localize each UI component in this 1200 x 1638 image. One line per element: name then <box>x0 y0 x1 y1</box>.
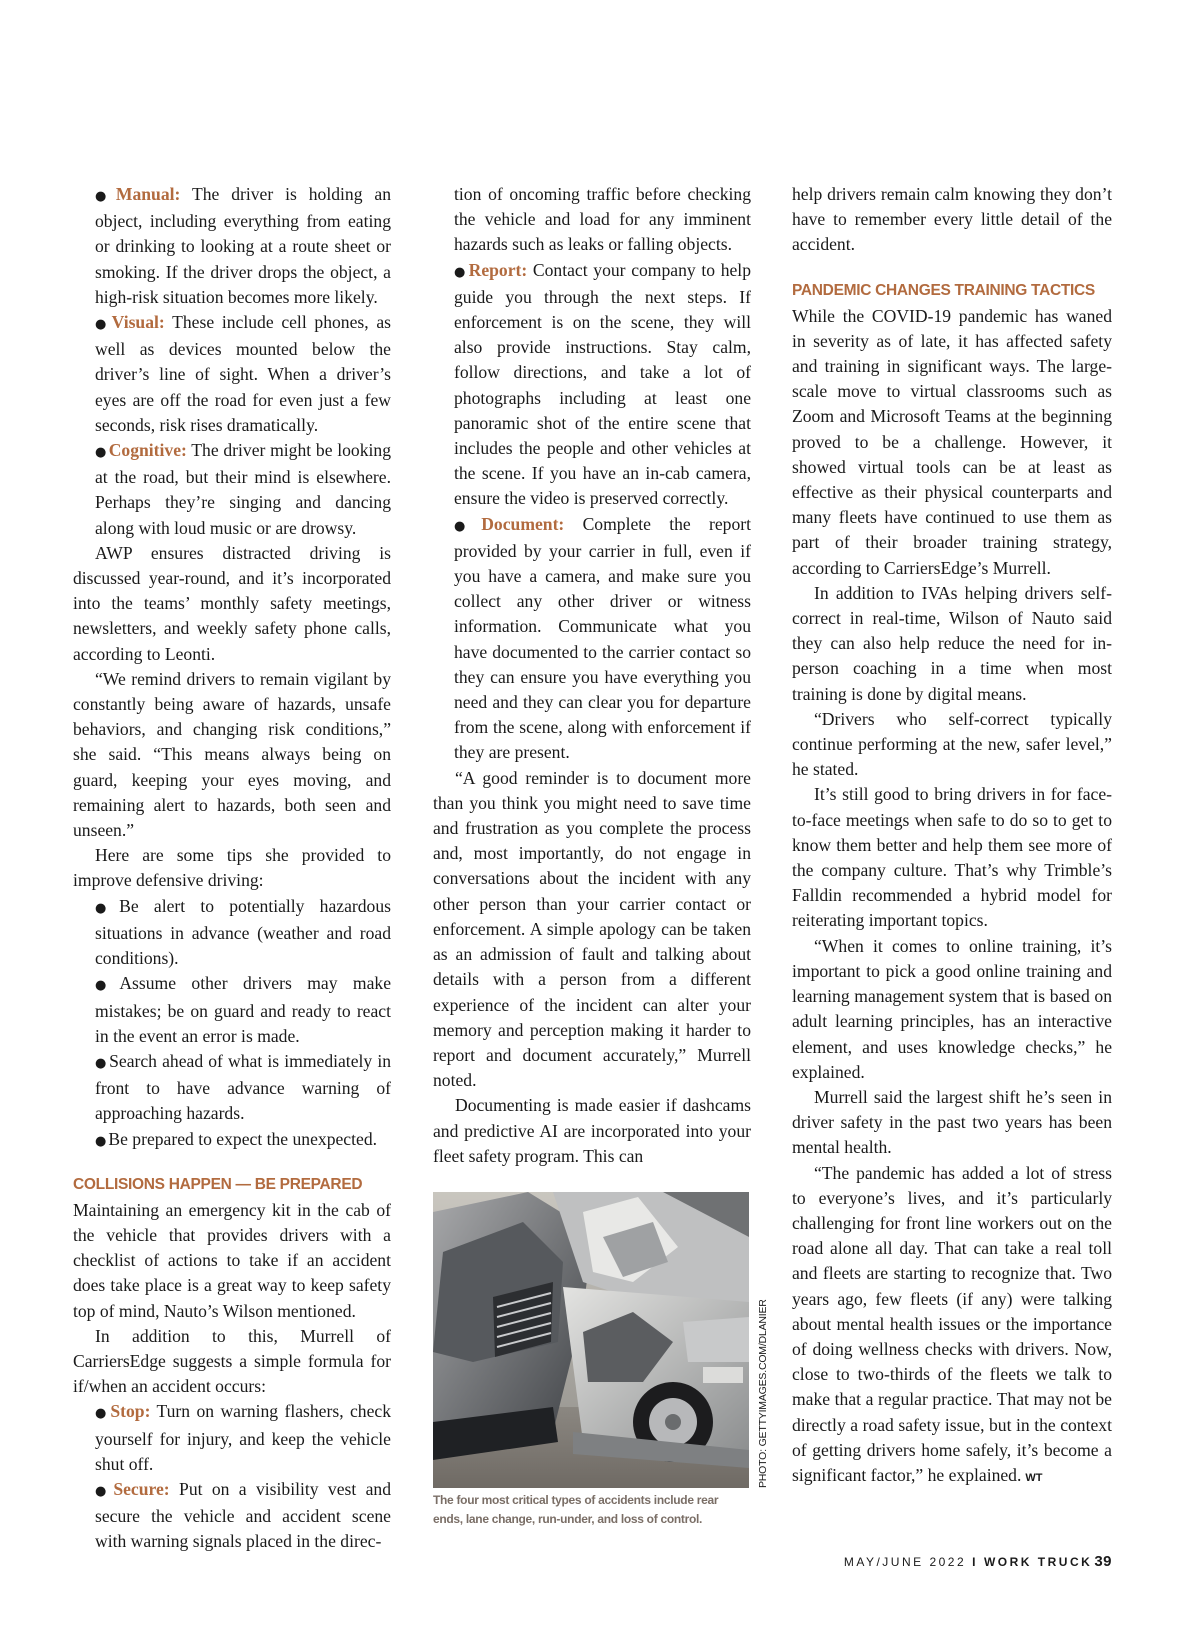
tip-1-text: Be alert to potentially hazardous situations in advance (weather and road conditions). <box>95 895 391 969</box>
paragraph-awp: AWP ensures distracted driving is discussed year-round, and it’s incorporated into the teams’ monthly safety meetings, newsletters, and weekly safety phone calls, according to Leonti. <box>73 542 391 664</box>
column-1 <box>73 182 391 1555</box>
bullet-visual <box>95 310 391 438</box>
paragraph-calm: help drivers remain calm knowing they don’t have to remember every little detail of the accident. <box>792 184 1112 255</box>
paragraph-stress <box>792 1161 1112 1492</box>
bullet-icon: ● <box>454 264 467 280</box>
manual-text: The driver is holding an object, including everything from eating or drinking to looking at a route sheet or smoking. If the driver drops the object, a high-risk situation becomes more likely. <box>95 184 391 307</box>
magazine-name: WORK TRUCK <box>983 1555 1093 1569</box>
paragraph-selfcorrect: “Drivers who self-correct typically continue performing at the new, safer level,” he stated. <box>792 708 1112 780</box>
bullet-report <box>454 258 751 512</box>
bullet-stop <box>95 1399 391 1477</box>
tip-4-text: Be prepared to expect the unexpected. <box>108 1128 378 1149</box>
crashed-cars-image <box>433 1192 749 1488</box>
bullet-icon: ● <box>95 1055 108 1071</box>
bullet-secure <box>95 1477 391 1555</box>
visual-label: Visual: <box>111 312 165 333</box>
secure-label: Secure: <box>113 1478 170 1499</box>
paragraph-online: “When it comes to online training, it’s important to pick a good online training and learning management system that is based on adult learning principles, has an interactive element, and uses knowledge checks,” he explained. <box>792 935 1112 1082</box>
paragraph-dashcam: Documenting is made easier if dashcams and predictive AI are incorporated into your fleet safety program. This can <box>433 1095 751 1166</box>
paragraph-tips: Here are some tips she provided to improve defensive driving: <box>73 845 391 891</box>
document-text: Complete the report provided by your carrier in full, even if you have a camera, and make sure you collect any other driver or witness information. Communicate what you have documented to the carrier contact so they can ensure you have everything you need and they can clear you for departure from the scene, along with enforcement if they are present. <box>454 513 752 763</box>
paragraph-iva: In addition to IVAs helping drivers self-correct in real-time, Wilson of Nauto said they can also help reduce the need for in-person coaching in a time when most training is done by digital means. <box>792 582 1112 704</box>
tip-1 <box>95 894 391 972</box>
paragraph-remind: “We remind drivers to remain vigilant by constantly being aware of hazards, unsafe behaviors, and changing risk conditions,” she said. “This means always being on guard, keeping your eyes moving, and remaining alert to hazards, both seen and unseen.” <box>73 668 391 841</box>
bullet-icon: ● <box>95 189 114 204</box>
issue-date: MAY/JUNE 2022 <box>843 1555 967 1569</box>
bullet-cognitive <box>95 438 391 541</box>
tip-4 <box>95 1127 391 1154</box>
paragraph-formula: In addition to this, Murrell of CarriersEdge suggests a simple formula for if/when an accident occurs: <box>73 1325 391 1397</box>
bullet-icon: ● <box>95 445 107 461</box>
tip-3-text: Search ahead of what is immediately in front to have advance warning of approaching hazards. <box>95 1050 392 1124</box>
secure-continued: tion of oncoming traffic before checking the vehicle and load for any imminent hazards such as leaks or falling objects. <box>454 184 751 255</box>
bullet-icon: ● <box>95 1133 107 1149</box>
stress-text: “The pandemic has added a lot of stress to everyone’s lives, and it’s particularly challenging for front line workers out on the road alone all day. That can take a real toll and fleets are starting to recognize that. Two years ago, few fleets (if any) were talking about mental health issues or the importance of doing wellness checks with drivers. Now, close to two-thirds of the fleets we talk to make that a regular practice. That may not be directly a road safety issue, but in the context of getting drivers home safely, it’s become a significant factor,” he explained. <box>792 1162 1112 1485</box>
bullet-icon: ● <box>95 978 118 994</box>
photo-caption: The four most critical types of accidents include rear ends, lane change, run-under, and loss of control. <box>433 1493 719 1526</box>
manual-label: Manual: <box>115 184 181 204</box>
bullet-icon: ● <box>95 317 110 333</box>
page-number: 39 <box>1094 1553 1112 1570</box>
bullet-icon: ● <box>454 518 480 534</box>
bullet-manual <box>95 182 391 310</box>
photo-credit: PHOTO: GETTYIMAGES.COM/DLANIER <box>757 1299 769 1488</box>
accident-photo <box>433 1192 749 1488</box>
footer-separator: I <box>972 1555 978 1569</box>
paragraph-covid: While the COVID-19 pandemic has waned in severity as of late, it has affected safety and training in significant ways. The large-scale move to virtual classrooms such as Zoom and Microsoft Teams at the beginning proved to be a challenge. However, it showed virtual tools can be at least as effective as their physical counterparts and many fleets have continued to use them as part of their broader training strategy, according to CarriersEdge’s Murrell. <box>792 305 1112 578</box>
document-label: Document: <box>481 513 565 534</box>
report-label: Report: <box>468 259 528 280</box>
bullet-icon: ● <box>95 1406 109 1422</box>
column-3 <box>792 182 1112 1491</box>
report-text: Contact your company to help guide you through the next steps. If enforcement is on the scene, they will also provide instructions. Stay calm, follow directions, and take a lot of photographs including at least one panoramic shot of the entire scene that includes the people and other vehicles at the scene. If you have an in-cab camera, ensure the video is preserved correctly. <box>454 259 751 509</box>
stop-text: Turn on warning flashers, check yourself for injury, and keep the vehicle shut off. <box>95 1401 392 1474</box>
heading-collisions: COLLISIONS HAPPEN — BE PREPARED <box>73 1175 363 1193</box>
stop-label: Stop: <box>110 1401 151 1422</box>
visual-text: These include cell phones, as well as devices mounted below the driver’s line of sight. When a driver’s eyes are off the road for even just a few seconds, risk rises dramatically. <box>95 312 391 435</box>
bullet-icon: ● <box>95 900 118 916</box>
paragraph-face: It’s still good to bring drivers in for face-to-face meetings when safe to do so to get to know them better and help them see more of the company culture. That’s why Trimble’s Falldin recommended a hybrid model for reiterating important topics. <box>792 784 1112 931</box>
page-footer <box>844 1553 1112 1570</box>
tip-3 <box>95 1049 391 1127</box>
heading-pandemic: PANDEMIC CHANGES TRAINING TACTICS <box>792 281 1095 299</box>
bullet-document <box>454 512 751 766</box>
paragraph-shift: Murrell said the largest shift he’s seen in driver safety in the past two years has been mental health. <box>792 1086 1112 1158</box>
cognitive-label: Cognitive: <box>108 440 187 461</box>
paragraph-kit: Maintaining an emergency kit in the cab of the vehicle that provides drivers with a checklist of actions to take if an accident does take place is a great way to keep safety top of mind, Nauto’s Wilson mentioned. <box>73 1199 391 1321</box>
tip-2-text: Assume other drivers may make mistakes; be on guard and ready to react in the event an error is made. <box>95 973 391 1046</box>
paragraph-reminder: “A good reminder is to document more than you think you might need to save time and frustration as you complete the process and, most importantly, do not engage in conversations about the incident with any other person than your carrier contact or enforcement. A simple apology can be taken as an admission of fault and talking about details with a person from a different experience of the incident can alter your memory and perception making it harder to report and document accurately,” Murrell noted. <box>433 767 751 1091</box>
secure-text: Put on a visibility vest and secure the vehicle and accident scene with warning signals placed in the direc- <box>95 1478 392 1552</box>
end-mark: WT <box>1025 1471 1043 1484</box>
bullet-icon: ● <box>95 1483 112 1499</box>
column-2 <box>433 182 751 1169</box>
cognitive-text: The driver might be looking at the road, but their mind is elsewhere. Perhaps they’re singing and dancing along with loud music or are drowsy. <box>95 440 391 538</box>
tip-2 <box>95 971 391 1049</box>
